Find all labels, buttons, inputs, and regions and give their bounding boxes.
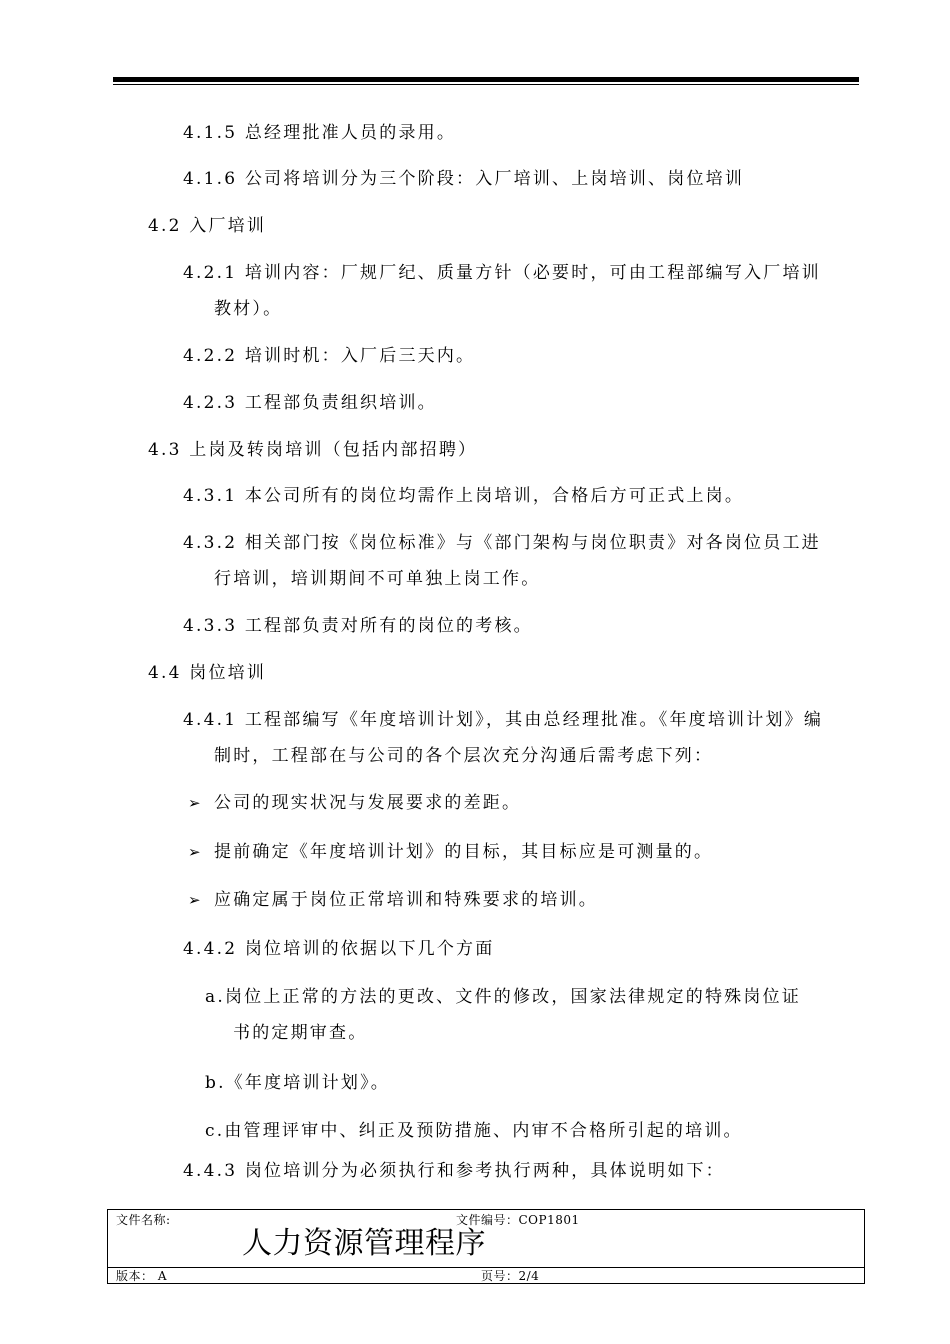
clause-4-3-3: 4.3.3 工程部负责对所有的岗位的考核。 [183, 616, 533, 636]
bullet-item: 提前确定《年度培训计划》的目标，其目标应是可测量的。 [214, 842, 714, 862]
sub-item-a-cont: 书的定期审查。 [233, 1023, 368, 1043]
page-number: 页号：2/4 [481, 1269, 540, 1283]
document-footer-box [107, 1209, 865, 1284]
sub-item-a: a.岗位上正常的方法的更改、文件的修改，国家法律规定的特殊岗位证 [205, 987, 801, 1007]
clause-4-2-1: 4.2.1 培训内容：厂规厂纪、质量方针（必要时，可由工程部编写入厂培训 [183, 263, 821, 283]
clause-4-4-3: 4.4.3 岗位培训分为必须执行和参考执行两种，具体说明如下： [183, 1161, 725, 1181]
arrow-bullet-icon: ➢ [188, 843, 201, 861]
sub-item-c: c.由管理评审中、纠正及预防措施、内审不合格所引起的培训。 [205, 1121, 743, 1141]
file-name-label: 文件名称: [116, 1213, 171, 1227]
sub-item-b: b.《年度培训计划》。 [205, 1073, 390, 1093]
file-number: 文件编号：COP1801 [456, 1213, 580, 1227]
clause-4-3-2-cont: 行培训，培训期间不可单独上岗工作。 [214, 569, 541, 589]
clause-4-4-1: 4.4.1 工程部编写《年度培训计划》，其由总经理批准。《年度培训计划》编 [183, 710, 824, 730]
section-4-2-heading: 4.2 入厂培训 [148, 216, 267, 236]
clause-4-3-1: 4.3.1 本公司所有的岗位均需作上岗培训，合格后方可正式上岗。 [183, 486, 745, 506]
arrow-bullet-icon: ➢ [188, 891, 201, 909]
header-rule-thin [113, 84, 859, 85]
section-4-3-heading: 4.3 上岗及转岗培训（包括内部招聘） [148, 440, 478, 460]
clause-4-1-5: 4.1.5 总经理批准人员的录用。 [183, 123, 457, 143]
bullet-item: 应确定属于岗位正常培训和特殊要求的培训。 [214, 890, 598, 910]
bullet-item: 公司的现实状况与发展要求的差距。 [214, 793, 522, 813]
clause-4-4-2: 4.4.2 岗位培训的依据以下几个方面 [183, 939, 495, 959]
clause-4-4-1-cont: 制时，工程部在与公司的各个层次充分沟通后需考虑下列： [214, 746, 714, 766]
clause-4-3-2: 4.3.2 相关部门按《岗位标准》与《部门架构与岗位职责》对各岗位员工进 [183, 533, 821, 553]
version-label: 版本： A [116, 1269, 167, 1283]
clause-4-2-3: 4.2.3 工程部负责组织培训。 [183, 393, 437, 413]
header-rule-thick [113, 77, 859, 82]
footer-divider [108, 1267, 864, 1268]
section-4-4-heading: 4.4 岗位培训 [148, 663, 267, 683]
arrow-bullet-icon: ➢ [188, 794, 201, 812]
document-title: 人力资源管理程序 [242, 1226, 486, 1261]
clause-4-1-6: 4.1.6 公司将培训分为三个阶段：入厂培训、上岗培训、岗位培训 [183, 169, 745, 189]
clause-4-2-2: 4.2.2 培训时机：入厂后三天内。 [183, 346, 476, 366]
clause-4-2-1-cont: 教材）。 [214, 299, 283, 319]
